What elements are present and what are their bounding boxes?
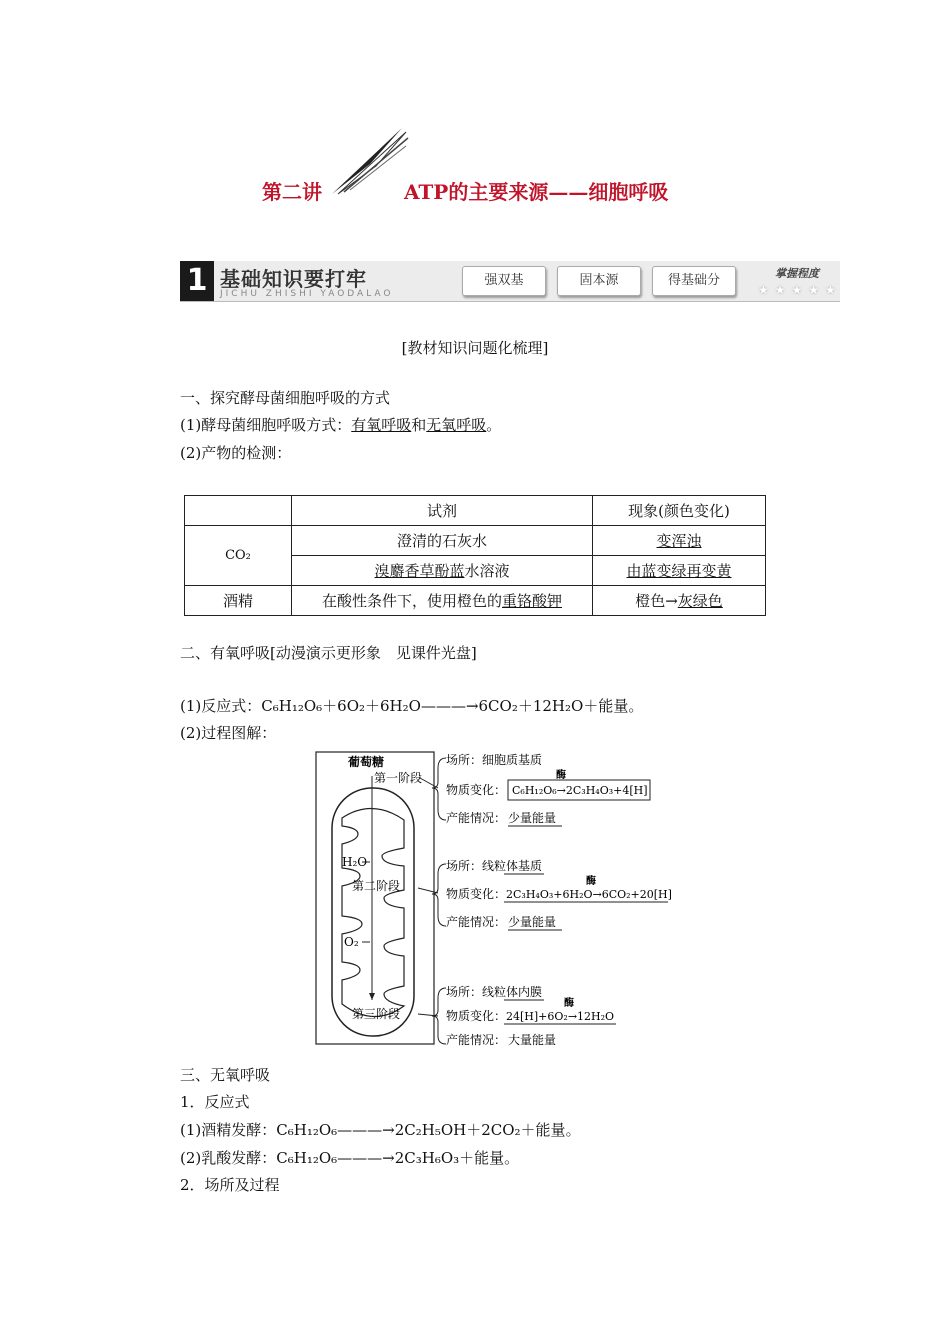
table-cell: 澄清的石灰水 [292,526,593,556]
answer-anaerobic: 无氧呼吸 [426,416,487,434]
feather-decoration-icon [330,124,410,196]
stage3-label: 第三阶段 [352,1007,401,1021]
answer-grey-green: 灰绿色 [677,592,723,610]
s3-place: 场所：线粒体内膜 [446,985,543,999]
reagent-prefix: 在酸性条件下，使用橙色的 [321,592,502,610]
reaction-prefix: (1)反应式： [180,697,262,715]
glucose-label: 葡萄糖 [348,755,385,769]
table-header-cell: 试剂 [292,496,593,526]
mastery-label: 掌握程度 [775,267,819,280]
table-header-cell [185,496,292,526]
section3-sub2: 2．场所及过程 [180,1176,280,1194]
answer-turbid: 变浑浊 [656,532,702,550]
section1-item1 [180,414,501,435]
title-topic: ATP的主要来源——细胞呼吸 [404,180,669,204]
section1-heading: 一、探究酵母菌细胞呼吸的方式 [180,389,391,407]
mitochondrion-outer-membrane [332,788,414,1036]
h2o-label: H₂O [342,855,368,869]
section2-heading: 二、有氧呼吸[动漫演示更形象 见课件光盘] [180,644,477,662]
table-row [185,496,766,526]
mitochondrion-inner-membrane [342,808,404,1016]
s3-energy-label: 产能情况： [446,1033,507,1047]
s2-enzyme: 酶 [586,876,596,887]
s3-change-label: 物质变化： [446,1009,507,1023]
button-gubenyuan[interactable]: 固本源 [557,266,641,296]
table-header-cell: 现象(颜色变化) [593,496,766,526]
banner-pinyin: JICHU ZHISHI YAODALAO [220,289,394,299]
item1-end: 。 [486,416,502,434]
table-cell [292,556,593,586]
stage2-label: 第二阶段 [352,879,401,893]
table-cell [593,586,766,616]
s1-change: C₆H₁₂O₆→2C₃H₄O₃+4[H] [512,784,648,797]
co2-label: CO₂ [185,526,292,586]
s1-energy: 少量能量 [508,811,557,825]
section1-item2: (2)产物的检测： [180,444,292,462]
reagent-suffix: 水溶液 [464,562,510,580]
table-row [185,586,766,616]
section3-heading: 三、无氧呼吸 [180,1066,271,1084]
answer-aerobic: 有氧呼吸 [351,416,412,434]
lactic-fermentation: (2)乳酸发酵：C₆H₁₂O₆———→2C₃H₆O₃＋能量。 [180,1149,520,1167]
aerobic-reaction [180,695,643,716]
o2-label: O₂ [344,935,359,949]
section3-sub1: 1．反应式 [180,1093,250,1111]
s2-energy: 少量能量 [508,915,557,929]
mastery-stars: ★★★★★ [758,283,842,297]
s3-energy: 大量能量 [508,1033,557,1047]
item1-and: 和 [411,416,427,434]
s1-energy-label: 产能情况： [446,811,507,825]
s1-place: 场所：细胞质基质 [446,753,543,767]
s3-enzyme: 酶 [564,998,574,1009]
s2-change-label: 物质变化： [446,887,507,901]
banner-heading: 基础知识要打牢 [220,267,367,291]
s2-place: 场所：线粒体基质 [446,859,543,873]
detection-table [184,495,766,616]
s2-energy-label: 产能情况： [446,915,507,929]
s3-change: 24[H]+6O₂→12H₂O [506,1010,615,1023]
table-cell [593,526,766,556]
table-cell: 酒精 [185,586,292,616]
answer-bromothymol: 溴麝香草酚蓝 [374,562,465,580]
button-dejichufen[interactable]: 得基础分 [652,266,736,296]
aerobic-process-diagram [312,748,682,1048]
s1-change-label: 物质变化： [446,783,507,797]
answer-color-change: 由蓝变绿再变黄 [626,562,732,580]
s1-enzyme: 酶 [556,770,566,781]
diagram-label: (2)过程图解： [180,724,277,742]
answer-dichromate: 重铬酸钾 [502,592,563,610]
result-prefix: 橙色→ [635,592,678,610]
alcohol-fermentation: (1)酒精发酵：C₆H₁₂O₆———→2C₂H₅OH＋2CO₂＋能量。 [180,1121,581,1139]
subheading: [教材知识问题化梳理] [401,339,549,357]
s2-change: 2C₃H₄O₃+6H₂O→6CO₂+20[H] [506,888,672,901]
reaction-equation: C₆H₁₂O₆＋6O₂＋6H₂O———→6CO₂＋12H₂O＋能量。 [261,697,644,715]
title-lecture: 第二讲 [262,180,322,204]
table-cell [593,556,766,586]
item1-prefix: (1)酵母菌细胞呼吸方式： [180,416,352,434]
table-row [185,526,766,556]
banner-number: 1 [180,261,214,301]
stage1-label: 第一阶段 [374,771,423,785]
section-banner [180,261,840,302]
table-cell [292,586,593,616]
button-qiangshuangji[interactable]: 强双基 [462,266,546,296]
